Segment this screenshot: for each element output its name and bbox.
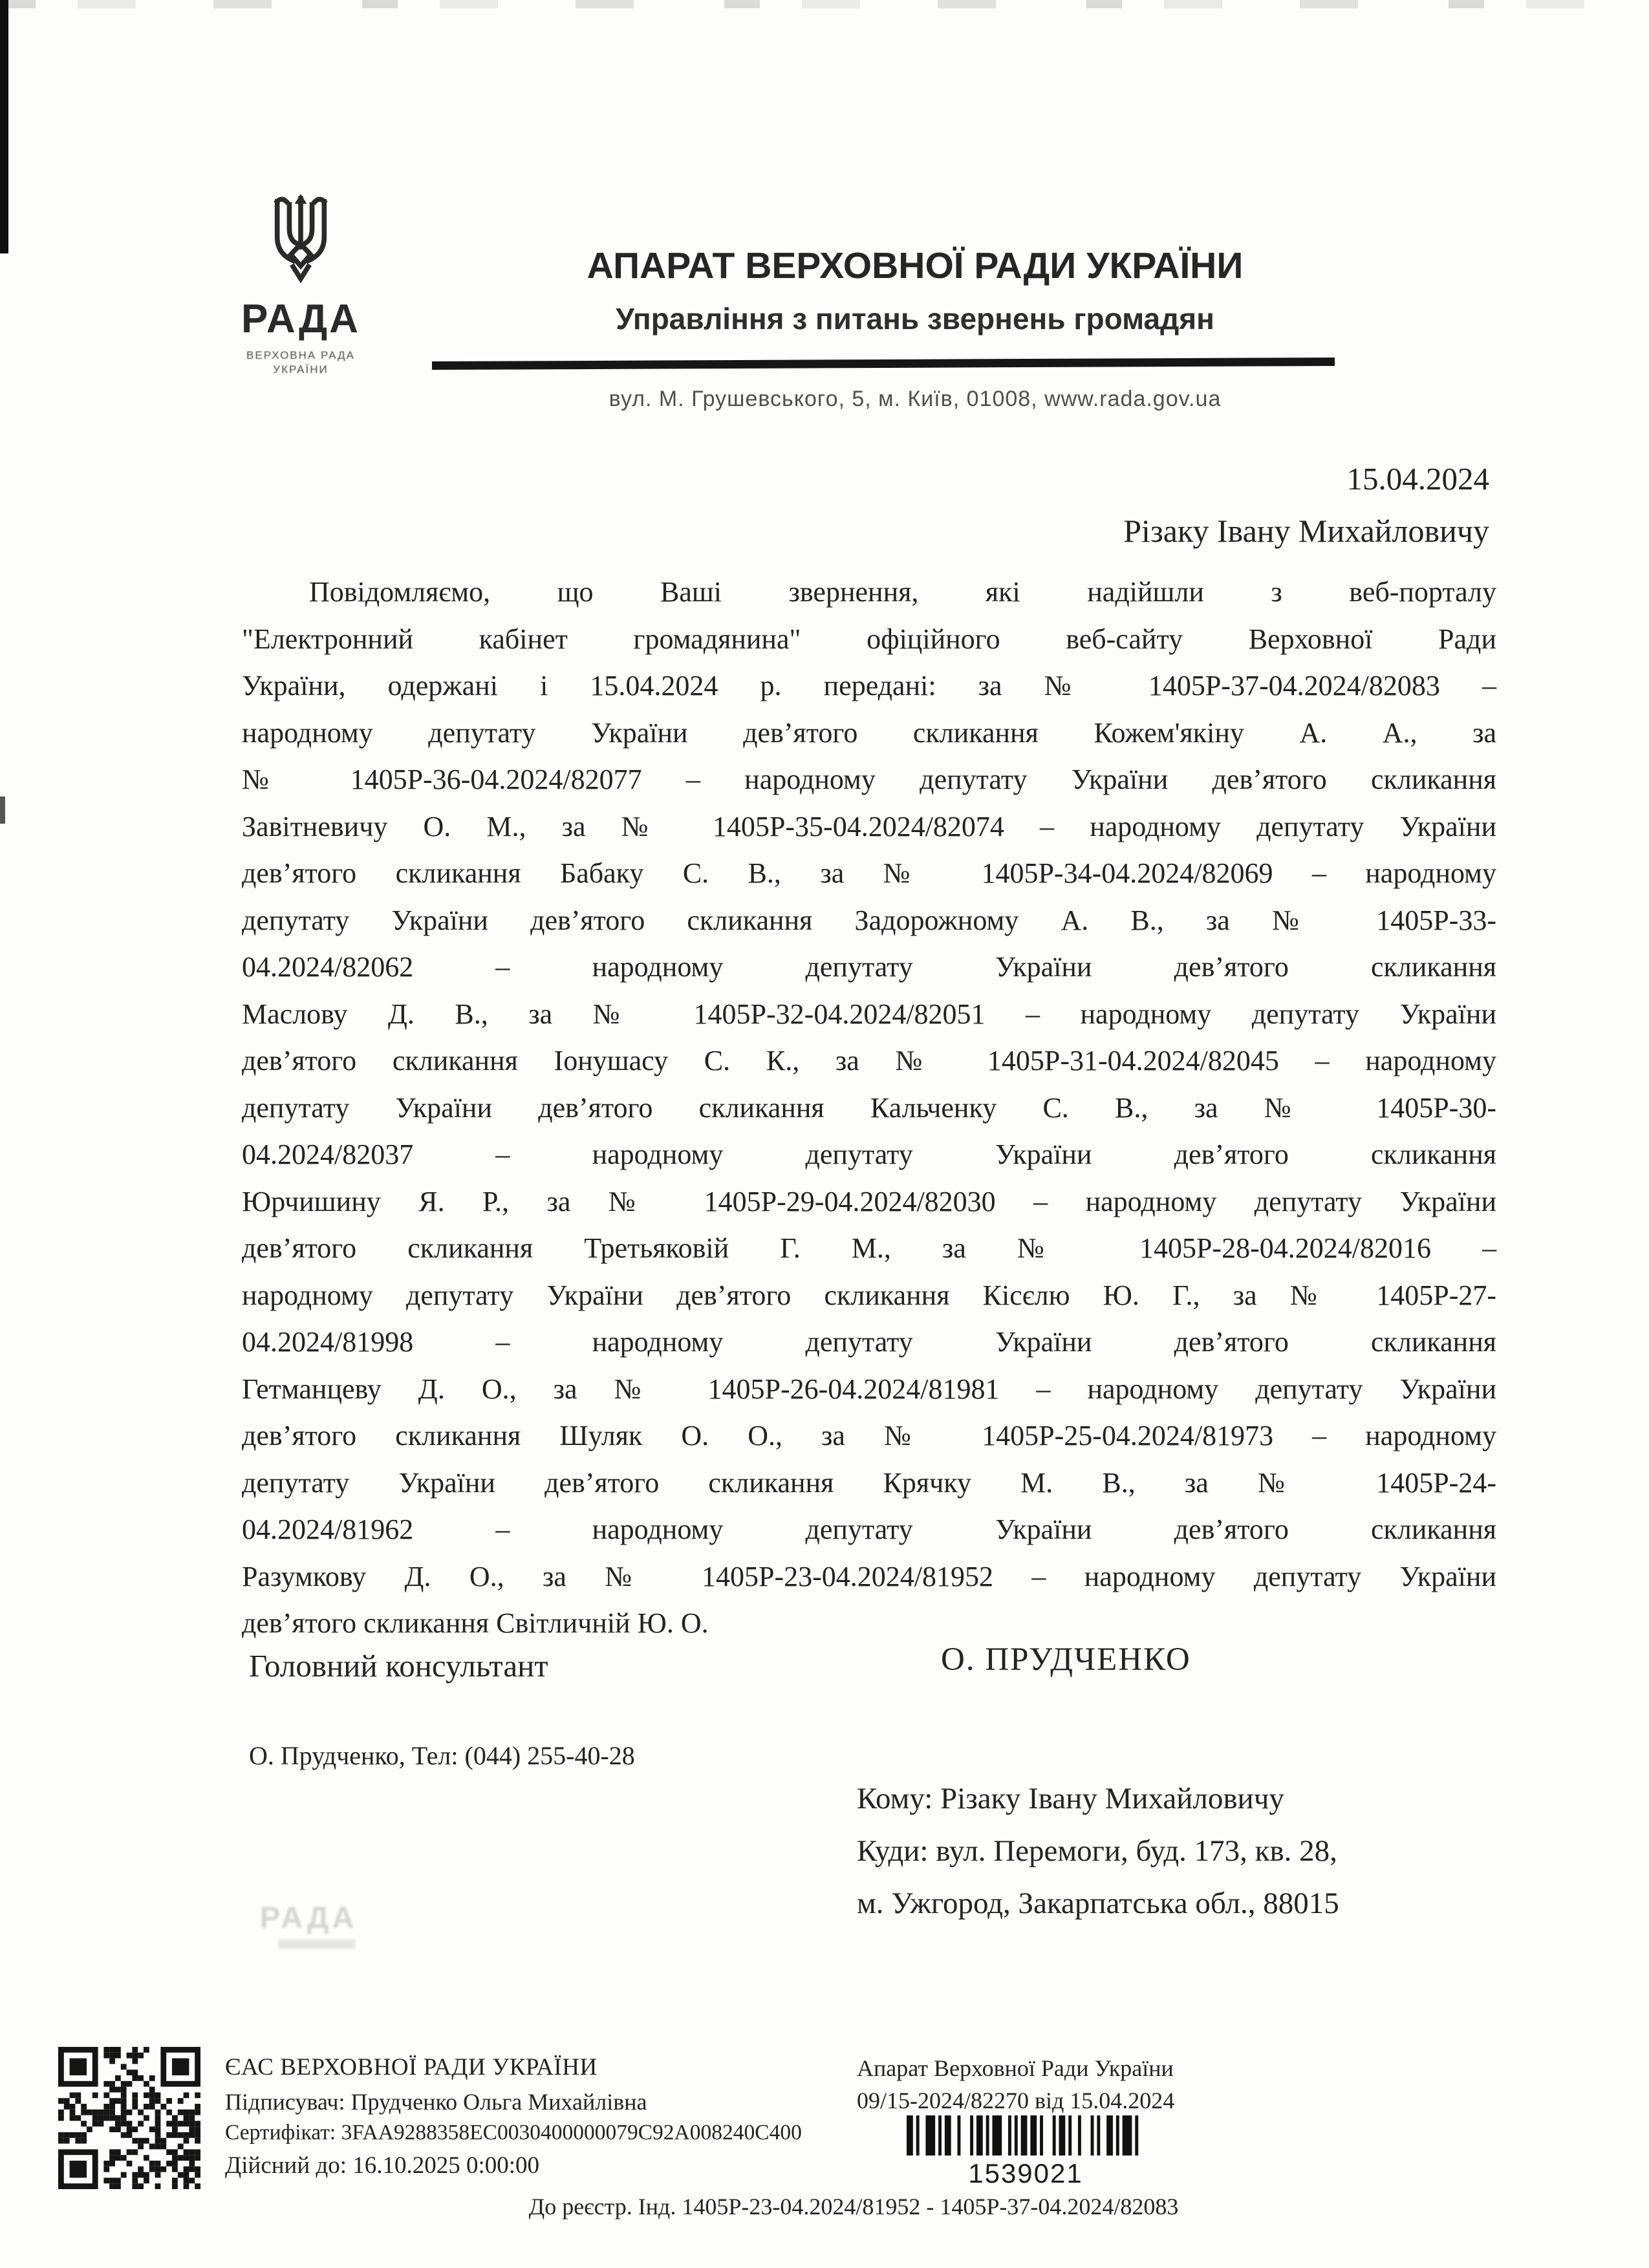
scan-noise-top [0,0,1649,8]
body-line: депутату України дев’ятого скликання Задорожному А. В., за № 1405Р-33- [242,904,1496,936]
brand-caption [220,348,382,377]
signer-contact: О. Прудченко, Тел: (044) 255-40-28 [249,1741,635,1770]
body-line: 04.2024/81998 – народному депутату України дев’ятого скликання [242,1326,1496,1358]
qr-code [58,2047,200,2189]
recipient-city: м. Ужгород, Закарпатська обл., 88015 [857,1887,1339,1920]
body-line: дев’ятого скликання Світличній Ю. О. [242,1607,709,1639]
body-line: Разумкову Д. О., за № 1405Р-23-04.2024/81952 – народному депутату України [242,1560,1496,1592]
body-line: народному депутату України дев’ятого скликання Кожем'якіну А. А., за [242,716,1496,749]
brand-caption-line2: УКРАЇНИ [273,363,329,376]
body-line: Маслову Д. В., за № 1405Р-32-04.2024/82051 – народному депутату України [242,998,1496,1030]
body-line: 04.2024/82037 – народному депутату України дев’ятого скликання [242,1139,1496,1170]
body-line: "Електронний кабінет громадянина" офіційного веб-сайту Верховної Ради [242,623,1496,655]
body-line: Повідомляємо, що Ваші звернення, які надійшли з веб-порталу [309,576,1496,608]
body-line: № 1405Р-36-04.2024/82077 – народному депутату України дев’ятого скликання [242,764,1496,795]
barcode [907,2115,1145,2156]
body-line: Юрчишину Я. Р., за № 1405Р-29-04.2024/82030 – народному депутату України [242,1185,1496,1217]
body-line: 04.2024/82062 – народному депутату України дев’ятого скликання [242,951,1496,983]
scan-edge-strip [0,0,8,253]
scan-edge-tick [0,797,5,824]
bleed-through-ghost-text: РАДА [260,1900,358,1934]
trident-icon [263,194,339,291]
recipient-to: Кому: Різаку Івану Михайловичу [857,1782,1284,1815]
brand-wordmark: РАДА [241,297,360,341]
body-paragraph [242,569,1496,1647]
registry-index-line: До реєстр. Інд. 1405Р-23-04.2024/81952 - 1405Р-37-04.2024/82083 [528,2194,1179,2220]
brand-caption-line1: ВЕРХОВНА РАДА [246,349,355,361]
eas-signer: Підписувач: Прудченко Ольга Михайлівна [225,2089,647,2115]
body-line: 04.2024/81962 – народному депутату України дев’ятого скликання [242,1514,1496,1545]
body-line: депутату України дев’ятого скликання Кальченку С. В., за № 1405Р-30- [242,1091,1496,1124]
registration-org: Апарат Верховної Ради України [857,2055,1174,2081]
body-line: депутату України дев’ятого скликання Крячку М. В., за № 1405Р-24- [242,1466,1496,1499]
letter-date: 15.04.2024 [1346,461,1489,497]
header-address: вул. М. Грушевського, 5, м. Київ, 01008, www.rada.gov.ua [609,387,1222,411]
body-line: Гетманцеву Д. О., за № 1405Р-26-04.2024/81981 – народному депутату України [242,1373,1496,1405]
eas-certificate: Сертифікат: 3FAA9288358EC0030400000079C92A008240C400 [225,2121,802,2145]
signer-name: О. ПРУДЧЕНКО [941,1642,1191,1678]
eas-validity: Дійсний до: 16.10.2025 0:00:00 [225,2152,540,2179]
body-line: дев’ятого скликання Іонушасу С. К., за № 1405Р-31-04.2024/82045 – народному [242,1045,1496,1076]
registration-number: 09/15-2024/82270 від 15.04.2024 [857,2088,1175,2113]
body-line: дев’ятого скликання Третьяковій Г. М., за № 1405Р-28-04.2024/82016 – [242,1232,1496,1264]
body-line: дев’ятого скликання Бабаку С. В., за № 1405Р-34-04.2024/82069 – народному [242,857,1496,889]
addressee: Різаку Івану Михайловичу [1123,513,1489,549]
page-subtitle: Управління з питань звернень громадян [616,302,1214,336]
recipient-street: Куди: вул. Перемоги, буд. 173, кв. 28, [857,1834,1337,1868]
body-line: народному депутату України дев’ятого скликання Кісєлю Ю. Г., за № 1405Р-27- [242,1279,1496,1311]
body-line: України, одержані і 15.04.2024 р. передані: за № 1405Р-37-04.2024/82083 – [242,670,1496,701]
bleed-through-smudge [278,1940,356,1949]
page-title: АПАРАТ ВЕРХОВНОЇ РАДИ УКРАЇНИ [587,245,1244,286]
signer-position: Головний консультант [249,1648,548,1684]
body-line: дев’ятого скликання Шуляк О. О., за № 1405Р-25-04.2024/81973 – народному [242,1420,1496,1451]
header-divider [432,358,1335,370]
barcode-number: 1539021 [968,2158,1083,2188]
letterhead [466,244,1364,336]
body-line: Завітневичу О. М., за № 1405Р-35-04.2024/82074 – народному депутату України [242,810,1496,842]
rada-logo [220,194,382,377]
eas-title: ЄАС ВЕРХОВНОЇ РАДИ УКРАЇНИ [225,2054,598,2081]
recipient-block [857,1773,1339,1930]
